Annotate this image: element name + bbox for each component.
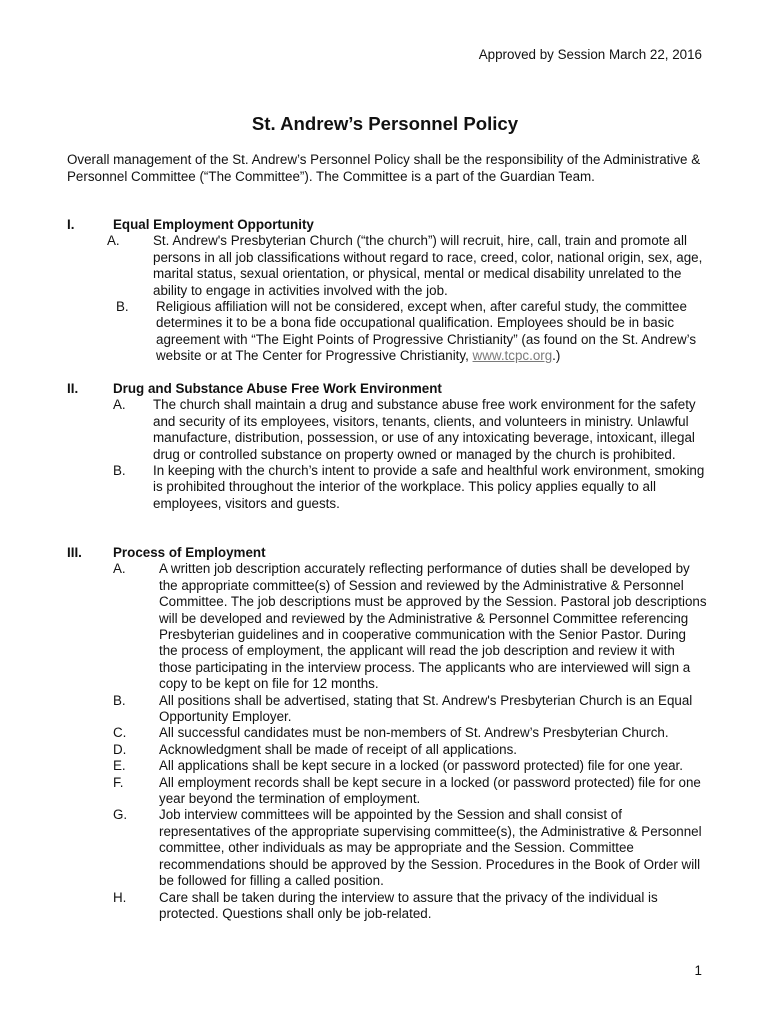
item-text: All employment records shall be kept secure in a locked (or password protected) file for one year beyond the termination of employment. — [159, 774, 701, 807]
item-text: Acknowledgment shall be made of receipt of all applications. — [159, 741, 518, 757]
section-number: III. — [67, 545, 82, 560]
section-heading — [67, 217, 707, 233]
section-heading — [67, 381, 707, 397]
intro-paragraph: Overall management of the St. Andrew’s Personnel Policy shall be the responsibility of the Administrative & Personnel Committee (“The Committee”). The Committee is a part of the Guardian Team. — [67, 152, 701, 184]
list-item — [67, 758, 707, 774]
item-text-suffix: .) — [552, 348, 561, 364]
list-item — [67, 693, 707, 726]
item-letter: A. — [107, 233, 120, 249]
section-heading — [67, 545, 707, 561]
item-letter: A. — [113, 397, 126, 413]
section-title: Drug and Substance Abuse Free Work Environment — [113, 381, 442, 396]
item-letter: H. — [113, 889, 127, 905]
item-letter: C. — [113, 725, 127, 741]
item-text: Care shall be taken during the interview to assure that the privacy of the individual is protected. Questions shall only be job-related. — [159, 889, 658, 921]
item-text: The church shall maintain a drug and substance abuse free work environment for the safety and security of its employees, visitors, tenants, clients, and volunteers in ministry. Unlawful manufacture, distribution, possession, or use of any intoxicating beverage, intoxicant, illegal drug or controlled substance on property owned or managed by the church is prohibited. — [153, 397, 696, 462]
item-letter: D. — [113, 741, 127, 757]
section-number: II. — [67, 381, 79, 396]
list-item — [67, 233, 707, 299]
item-letter: B. — [113, 692, 126, 708]
list-item — [67, 299, 707, 365]
tcpc-link[interactable]: www.tcpc.org — [472, 348, 553, 364]
section-title: Equal Employment Opportunity — [113, 217, 314, 232]
list-item — [67, 561, 707, 692]
item-letter: A. — [113, 561, 126, 577]
item-text: All successful candidates must be non-members of St. Andrew’s Presbyterian Church. — [159, 725, 669, 741]
list-item — [67, 775, 707, 808]
item-letter: E. — [113, 758, 126, 774]
list-item — [67, 725, 707, 741]
list-item — [67, 807, 707, 889]
item-text-with-link — [156, 299, 705, 365]
item-text: St. Andrew's Presbyterian Church (“the church”) will recruit, hire, call, train and promote all persons in all job classifications without regard to race, creed, color, national origin, sex, age, marital status, sexual orientation, or physical, mental or medical disability unrelated to the ability to engage in activities involved with the job. — [153, 233, 703, 298]
item-text: Job interview committees will be appointed by the Session and shall consist of representatives of the appropriate supervising committee(s), the Administrative & Personnel committee, other individuals as may be appropriate and the Session. Committee recommendations should be approved by the Session. Procedures in the Book of Order will be followed for filling a called position. — [159, 807, 702, 889]
page-number: 1 — [694, 963, 702, 978]
item-text: A written job description accurately reflecting performance of duties shall be developed by the appropriate committee(s) of Session and reviewed by the Administrative & Personnel Committee. The job descriptions must be approved by the Session. Pastoral job descriptions will be developed and reviewed by the Administrative & Personnel Committee referencing Presbyterian guidelines and in cooperative communication with the Senior Pastor. During the process of employment, the applicant will read the job description and review it with those participating in the interview process. The applicants who are interviewed will sign a copy to be kept on file for 12 months. — [159, 561, 707, 692]
item-letter: B. — [116, 299, 129, 315]
item-text: All positions shall be advertised, stating that St. Andrew's Presbyterian Church is an Equal Opportunity Employer. — [159, 692, 693, 725]
item-letter: F. — [113, 774, 124, 790]
section-number: I. — [67, 217, 75, 232]
section-equal-employment — [67, 217, 707, 365]
list-item — [67, 463, 707, 512]
page-title: St. Andrew’s Personnel Policy — [251, 113, 519, 134]
list-item — [67, 890, 707, 923]
item-text: All applications shall be kept secure in a locked (or password protected) file for one year. — [159, 758, 683, 774]
list-item — [67, 742, 707, 758]
item-letter: B. — [113, 463, 126, 479]
approval-date: Approved by Session March 22, 2016 — [478, 47, 702, 62]
item-text-body: Religious affiliation will not be considered, except when, after careful study, the committee determines it to be a bona fide occupational qualification. Employees should be in basic agreement with “The Eight Points of Progressive Christianity” (as found on the St. Andrew’s website or at The Center for Progressive Christianity, — [156, 299, 697, 364]
item-text: In keeping with the church’s intent to provide a safe and healthful work environment, smoking is prohibited throughout the interior of the workplace. This policy applies equally to all employees, visitors and guests. — [153, 463, 705, 511]
item-letter: G. — [113, 807, 128, 823]
section-drug-free — [67, 381, 707, 512]
section-process-of-employment — [67, 545, 707, 922]
section-title: Process of Employment — [113, 545, 266, 560]
list-item — [67, 397, 707, 463]
